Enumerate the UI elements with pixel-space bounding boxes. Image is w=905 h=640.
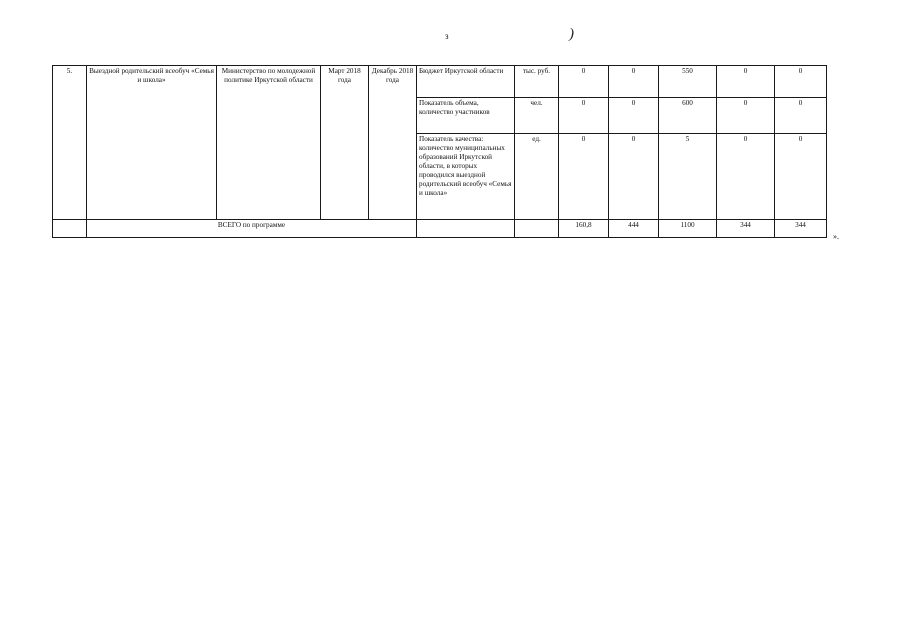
value-cell: 5: [659, 134, 717, 220]
empty-cell: [515, 220, 559, 238]
executor: Министерство по молодежной политике Иркутской области: [217, 66, 321, 220]
value-cell: 600: [659, 98, 717, 134]
value-cell: 0: [717, 98, 775, 134]
value-cell: 0: [559, 66, 609, 98]
value-cell: 0: [717, 134, 775, 220]
value-cell: 0: [609, 98, 659, 134]
empty-cell: [417, 220, 515, 238]
event-name: Выездной родительский всеобуч «Семья и школа»: [87, 66, 217, 220]
empty-cell: [53, 220, 87, 238]
source-label: Бюджет Иркутской области: [417, 66, 515, 98]
table-row: [53, 66, 827, 98]
indicator-label: Показатель объема, количество участников: [417, 98, 515, 134]
total-value: 344: [775, 220, 827, 238]
total-value: 444: [609, 220, 659, 238]
unit: ед.: [515, 134, 559, 220]
program-table: [52, 65, 827, 238]
start-date: Март 2018 года: [321, 66, 369, 220]
total-value: 160,8: [559, 220, 609, 238]
indicator-label: Показатель качества: количество муниципальных образований Иркутской области, в которых проводился выездной родительский всеобуч «Семья и школа»: [417, 134, 515, 220]
total-value: 1100: [659, 220, 717, 238]
value-cell: 0: [775, 134, 827, 220]
value-cell: 0: [775, 98, 827, 134]
unit: тыс. руб.: [515, 66, 559, 98]
unit: чел.: [515, 98, 559, 134]
total-label: ВСЕГО по программе: [87, 220, 417, 238]
row-number: 5.: [53, 66, 87, 220]
total-value: 344: [717, 220, 775, 238]
value-cell: 0: [559, 98, 609, 134]
value-cell: 0: [717, 66, 775, 98]
end-date: Декабрь 2018 года: [369, 66, 417, 220]
value-cell: 0: [775, 66, 827, 98]
page-mark-letter: з: [445, 31, 449, 41]
closing-quote-mark: ».: [833, 232, 839, 241]
value-cell: 0: [609, 66, 659, 98]
page-mark-paren: ): [569, 26, 574, 42]
total-row: [53, 220, 827, 238]
value-cell: 0: [559, 134, 609, 220]
value-cell: 0: [609, 134, 659, 220]
value-cell: 550: [659, 66, 717, 98]
